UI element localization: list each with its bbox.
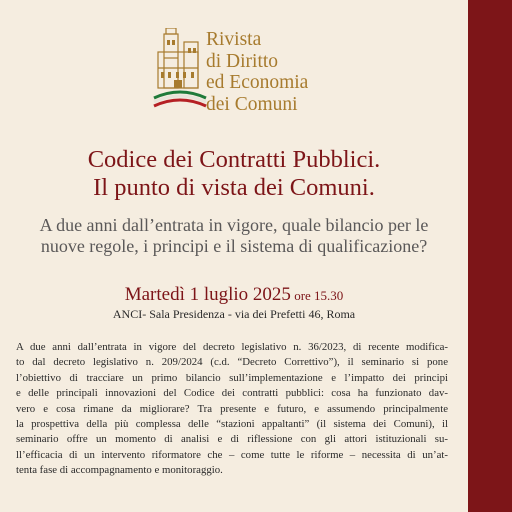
paragraph-line: A due anni dall’entrata in vigore del decreto legislativo n. 36/2023, di recente modifica- <box>16 341 448 353</box>
paragraph-line: la prospettiva della più complessa delle “stazioni appaltanti” (il sistema dei Comuni), il <box>16 418 448 431</box>
logo-line: di Diritto <box>206 50 279 72</box>
subtitle-line: nuove regole, i principi e il sistema di qualificazione? <box>40 236 428 256</box>
event-date <box>0 284 468 306</box>
sidebar-band <box>468 0 512 512</box>
event-venue: ANCI- Sala Presidenza - via dei Prefetti 46, Roma <box>112 307 356 321</box>
subtitle-line: A due anni dall’entrata in vigore, quale bilancio per le <box>39 215 429 235</box>
event-date-day: Martedì 1 luglio 2025 <box>124 284 291 305</box>
logo-line: ed Economia <box>206 72 309 93</box>
paragraph-line: ll’efficacia di un intervento riformatore che – come tutte le riforme – necessita di un’at- <box>16 448 448 461</box>
paragraph-line: l’obiettivo di tracciare un primo bilancio sull’implementazione e l’impatto dei principi <box>16 371 448 384</box>
paragraph-line: to dal decreto legislativo n. 209/2024 (c.d. “Decreto Correttivo”), il seminario si pone <box>16 356 448 369</box>
title-line: Codice dei Contratti Pubblici. <box>87 146 381 173</box>
paragraph-line: seminario offre un momento di analisi e di riflessione con gli attori istituzionali su- <box>16 433 448 446</box>
town-hall-tricolor-logo-icon <box>150 28 210 120</box>
event-subtitle <box>0 215 468 257</box>
event-title <box>0 146 468 202</box>
logo-text <box>206 29 308 115</box>
title-line: Il punto di vista dei Comuni. <box>93 174 375 201</box>
paragraph-line: e delle principali innovazioni del Codice dei contratti pubblici: cosa ha funzionato dav- <box>16 387 448 400</box>
paragraph-line: tenta fase di accompagnamento e monitoraggio. <box>16 464 223 477</box>
logo-line: dei Comuni <box>206 93 298 115</box>
description-paragraph <box>16 340 448 479</box>
logo-line: Rivista <box>206 29 262 50</box>
paragraph-line: vero e cosa rimane da migliorare? Tra presente e futuro, e assumendo principalmente <box>16 402 448 415</box>
event-time: ore 15.30 <box>290 288 344 303</box>
